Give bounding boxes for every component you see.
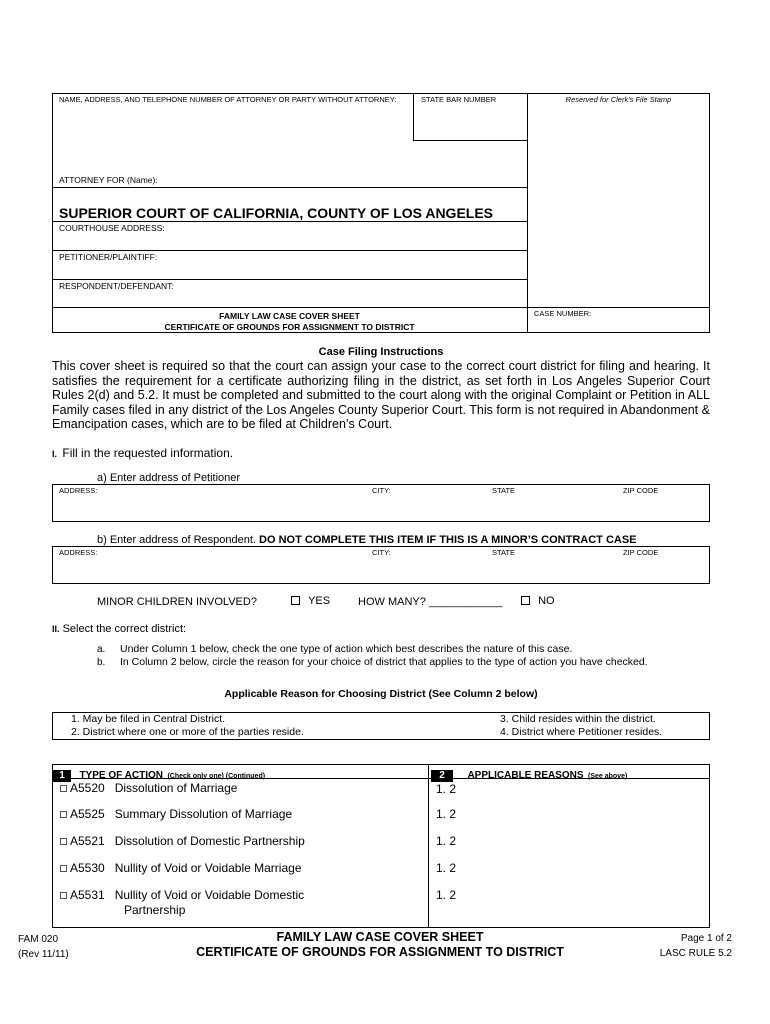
attorney-for-rule xyxy=(52,187,527,188)
court-name: SUPERIOR COURT OF CALIFORNIA, COUNTY OF LOS ANGELES xyxy=(59,205,494,221)
footer-form-number: FAM 020 xyxy=(18,934,59,945)
col1-note: (Check only one) (Continued) xyxy=(167,773,266,780)
form-title-1: FAMILY LAW CASE COVER SHEET xyxy=(219,311,360,321)
footer-rule: LASC RULE 5.2 xyxy=(659,948,732,959)
petitioner-rule xyxy=(52,250,527,251)
footer-title-1: FAMILY LAW CASE COVER SHEET xyxy=(276,930,484,944)
item-b-text: In Column 2 below, circle the reason for your choice of district that applies to the type of action you have checked. xyxy=(120,656,648,668)
section-2-title: Select the correct district: xyxy=(62,623,187,635)
action-label: Dissolution of Domestic Partnership xyxy=(114,834,305,848)
action-label: Dissolution of Marriage xyxy=(114,781,238,795)
reason-2: 2. District where one or more of the parties reside. xyxy=(71,726,304,738)
reasons-row-a5531[interactable]: 1. 2 xyxy=(436,888,457,902)
action-label: Nullity of Void or Voidable Domestic xyxy=(114,888,305,902)
how-many-label[interactable]: HOW MANY? ____________ xyxy=(358,596,503,608)
col1-number: 1 xyxy=(53,770,71,782)
item-a-marker: a. xyxy=(97,644,106,655)
reasons-row-a5520[interactable]: 1. 2 xyxy=(436,782,457,796)
section-2-heading xyxy=(52,623,186,636)
section-1-heading xyxy=(52,446,233,461)
form-title-2: CERTIFICATE OF GROUNDS FOR ASSIGNMENT TO DISTRICT xyxy=(164,322,415,332)
reason-4: 4. District where Petitioner resides. xyxy=(500,726,663,738)
courthouse-label: COURTHOUSE ADDRESS: xyxy=(59,223,165,233)
respondent-label: RESPONDENT/DEFENDANT: xyxy=(59,281,174,291)
respondent-heading-plain: b) Enter address of Respondent. xyxy=(97,534,256,546)
action-code: A5525 xyxy=(70,807,105,821)
action-row-a5521[interactable] xyxy=(60,834,305,848)
footer-title-2: CERTIFICATE OF GROUNDS FOR ASSIGNMENT TO DISTRICT xyxy=(196,945,564,959)
col2-number: 2 xyxy=(431,770,453,782)
action-label-continued: Partnership xyxy=(124,903,186,917)
action-checkbox[interactable] xyxy=(60,811,67,818)
action-row-a5525[interactable] xyxy=(60,807,292,821)
respondent-zip-label: ZIP CODE xyxy=(623,548,659,557)
no-checkbox[interactable] xyxy=(521,596,530,605)
action-checkbox[interactable] xyxy=(60,892,67,899)
action-row-a5531[interactable] xyxy=(60,888,304,902)
reasons-heading: Applicable Reason for Choosing District (See Column 2 below) xyxy=(224,688,538,700)
action-checkbox[interactable] xyxy=(60,865,67,872)
reasons-row-a5530[interactable]: 1. 2 xyxy=(436,861,457,875)
case-number-label: CASE NUMBER: xyxy=(534,309,592,318)
section-1-numeral: I. xyxy=(52,449,58,459)
reasons-row-a5525[interactable]: 1. 2 xyxy=(436,807,457,821)
instructions-heading: Case Filing Instructions xyxy=(318,346,444,358)
action-code: A5530 xyxy=(70,861,105,875)
respondent-address-label: ADDRESS: xyxy=(59,548,98,557)
caption-divider-right xyxy=(527,93,528,333)
respondent-state-label: STATE xyxy=(492,548,516,557)
respondent-rule xyxy=(52,279,527,280)
action-label: Nullity of Void or Voidable Marriage xyxy=(114,861,302,875)
reason-1: 1. May be filed in Central District. xyxy=(71,713,226,725)
action-code: A5531 xyxy=(70,888,105,902)
yes-label: YES xyxy=(308,595,331,607)
action-checkbox[interactable] xyxy=(60,838,67,845)
action-row-a5530[interactable] xyxy=(60,861,302,875)
petitioner-address-label: ADDRESS: xyxy=(59,486,98,495)
section-2-numeral: II. xyxy=(52,624,60,634)
state-bar-divider xyxy=(413,93,414,140)
petitioner-city-label: CITY: xyxy=(372,486,391,495)
action-label: Summary Dissolution of Marriage xyxy=(114,807,293,821)
petitioner-zip-label: ZIP CODE xyxy=(623,486,659,495)
petitioner-address-heading: a) Enter address of Petitioner xyxy=(97,472,241,484)
yes-checkbox[interactable] xyxy=(291,596,300,605)
col2-note: (See above) xyxy=(588,773,628,780)
col1-title: TYPE OF ACTION xyxy=(79,770,163,781)
state-bar-bottom xyxy=(413,140,527,141)
instructions-body: This cover sheet is required so that the court can assign your case to the correct court district for filing and hearing. It satisfies the requirement for a certificate authorizing filing in the district, as set forth in Los Angeles Superior Court Rules 2(d) and 5.2. It must be completed and submitted to the court along with the original Complaint or Petition in ALL Family cases filed in any district of the Los Angeles County Superior Court. This form is not required in Abandonment & Emancipation cases, which are to be filed at Children’s Court. xyxy=(52,359,710,431)
item-b-marker: b. xyxy=(97,657,106,668)
respondent-city-label: CITY: xyxy=(372,548,391,557)
action-table-divider xyxy=(428,764,429,928)
col2-title: APPLICABLE REASONS xyxy=(467,770,584,781)
no-label: NO xyxy=(538,595,555,607)
reason-3: 3. Child resides within the district. xyxy=(500,713,656,725)
minor-children-label: MINOR CHILDREN INVOLVED? xyxy=(97,596,257,608)
col2-header xyxy=(431,765,627,783)
respondent-heading-warning: DO NOT COMPLETE THIS ITEM IF THIS IS A MINOR’S CONTRACT CASE xyxy=(259,534,637,546)
action-code: A5520 xyxy=(70,781,105,795)
action-checkbox[interactable] xyxy=(60,785,67,792)
petitioner-label: PETITIONER/PLAINTIFF: xyxy=(59,252,158,262)
section-1-title: Fill in the requested information. xyxy=(62,446,234,460)
title-rule xyxy=(52,307,710,308)
clerk-stamp-label: Reserved for Clerk's File Stamp xyxy=(565,95,672,104)
courthouse-rule xyxy=(52,221,527,222)
action-row-a5520[interactable] xyxy=(60,781,237,795)
item-a-text: Under Column 1 below, check the one type of action which best describes the nature of this case. xyxy=(120,643,573,655)
minor-children-yes[interactable] xyxy=(291,595,330,608)
reasons-row-a5521[interactable]: 1. 2 xyxy=(436,834,457,848)
footer-revision: (Rev 11/11) xyxy=(18,949,69,960)
state-bar-label: STATE BAR NUMBER xyxy=(421,95,497,104)
action-code: A5521 xyxy=(70,834,105,848)
petitioner-state-label: STATE xyxy=(492,486,516,495)
minor-children-no[interactable] xyxy=(521,595,555,608)
attorney-for-label: ATTORNEY FOR (Name): xyxy=(59,175,158,185)
footer-page: Page 1 of 2 xyxy=(680,933,732,944)
attorney-label: NAME, ADDRESS, AND TELEPHONE NUMBER OF ATTORNEY OR PARTY WITHOUT ATTORNEY: xyxy=(59,95,397,104)
